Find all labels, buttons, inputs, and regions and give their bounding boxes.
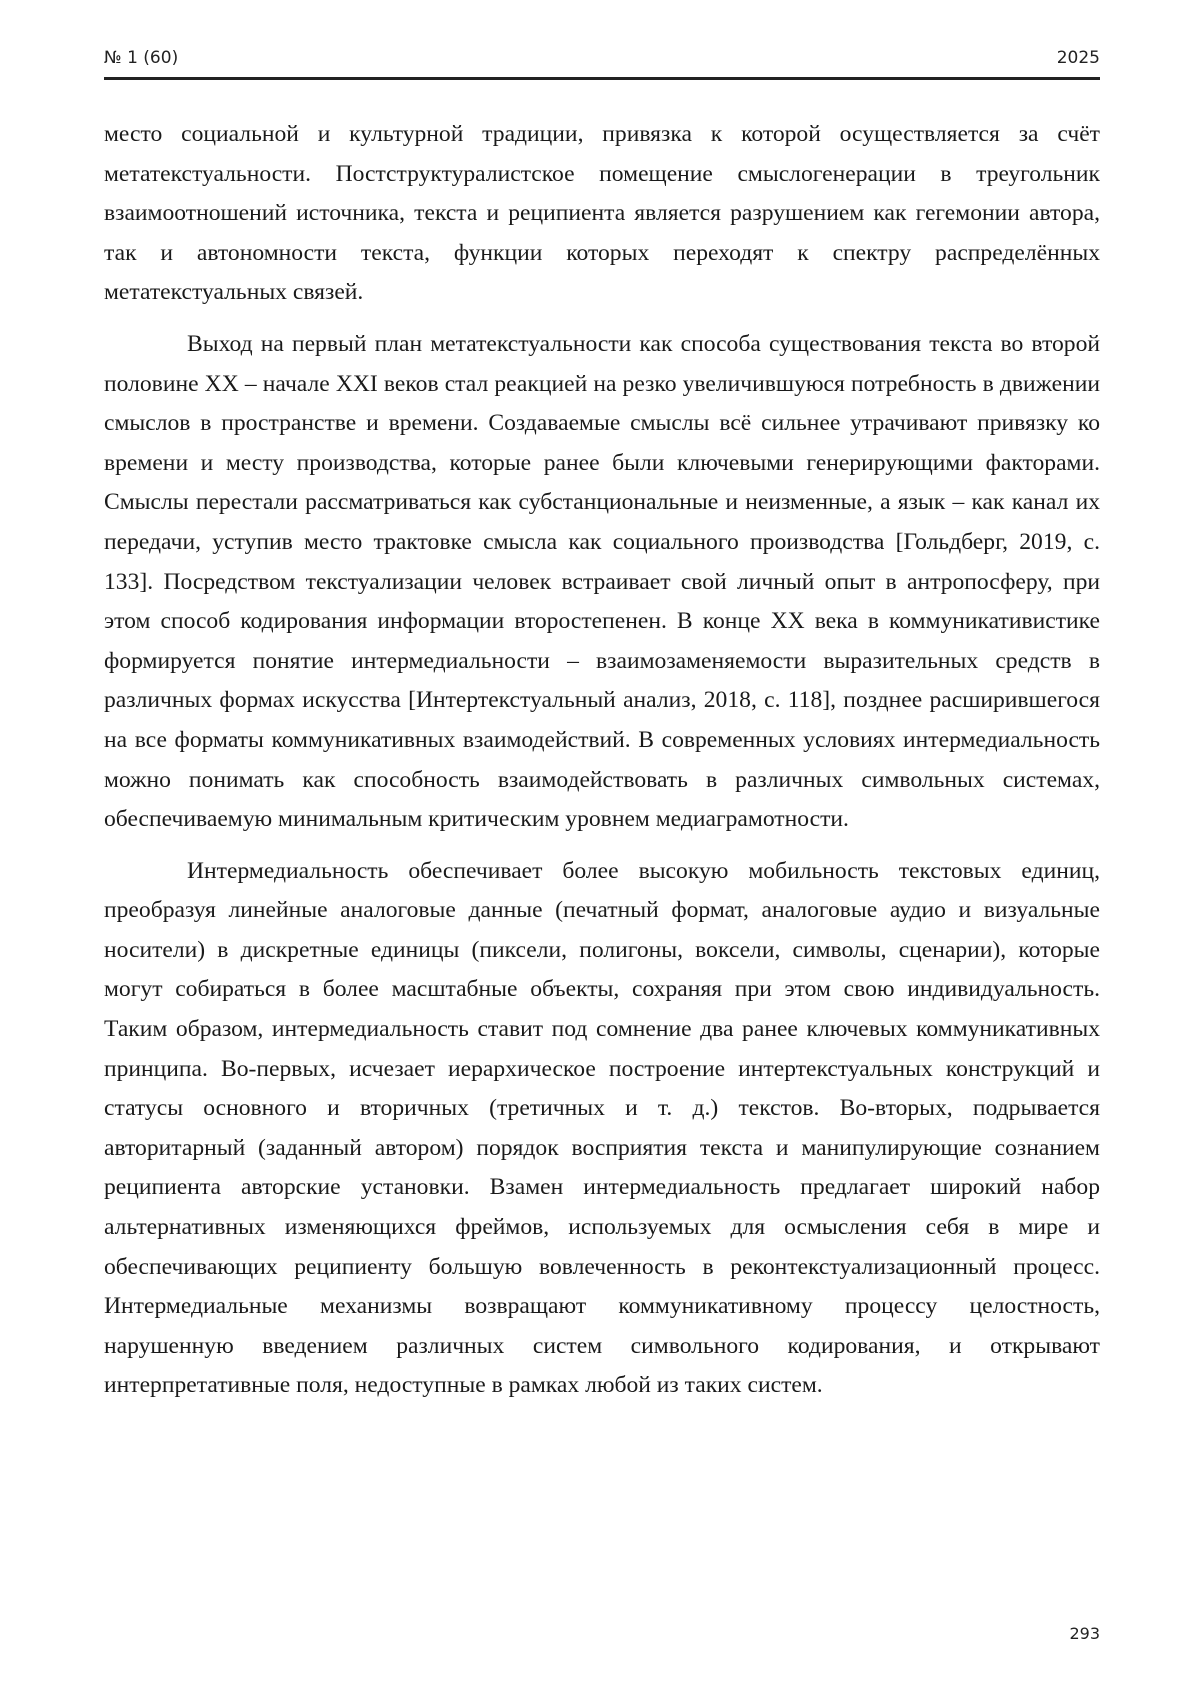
publication-year: 2025 [1056,48,1100,68]
running-header [104,48,1100,78]
paragraph-continuation: место социальной и культурной традиции, привязка к которой осуществляется за счёт метатекстуальности. Постструктуралистское помещение смыслогенерации в треугольник взаимоотношений источника, текста и реципиента является разрушением как гегемонии автора, так и автономности текста, функции которых переходят к спектру распределённых метатекстуальных связей. [104,121,1100,306]
issue-number: № 1 (60) [104,48,179,68]
header-divider [104,77,1100,80]
article-body [104,115,1100,1418]
page-number: 293 [1069,1624,1100,1643]
paragraph-metatextuality: Выход на первый план метатекстуальности как способа существования текста во второй половине XX – начале XXI веков стал реакцией на резко увеличившуюся потребность в движении смыслов в пространстве и времени. Создаваемые смыслы всё сильнее утрачивают привязку ко времени и месту производства, которые ранее были ключевыми генерирующими факторами. Смыслы перестали рассматриваться как субстанциональные и неизменные, а язык – как канал их передачи, уступив место трактовке смысла как социального производства [Гольдберг, 2019, с. 133]. Посредством текстуализации человек встраивает свой личный опыт в антропосферу, при этом способ кодирования информации второстепенен. В конце XX века в коммуникативистике формируется понятие интермедиальности – взаимозаменяемости выразительных средств в различных формах искусства [Интертекстуальный анализ, 2018, с. 118], позднее расширившегося на все форматы коммуникативных взаимодействий. В современных условиях интермедиальность можно понимать как способность взаимодействовать в различных символьных системах, обеспечиваемую минимальным критическим уровнем медиаграмотности. [104,330,1100,833]
paragraph-intermediality: Интермедиальность обеспечивает более высокую мобильность текстовых единиц, преобразуя линейные аналоговые данные (печатный формат, аналоговые аудио и визуальные носители) в дискретные единицы (пиксели, полигоны, воксели, символы, сценарии), которые могут собираться в более масштабные объекты, сохраняя при этом свою индивидуальность. Таким образом, интермедиальность ставит под сомнение два ранее ключевых коммуникативных принципа. Во-первых, исчезает иерархическое построение интертекстуальных конструкций и статусы основного и вторичных (третичных и т. д.) текстов. Во-вторых, подрывается авторитарный (заданный автором) порядок восприятия текста и манипулирующие сознанием реципиента авторские установки. Взамен интермедиальность предлагает широкий набор альтернативных изменяющихся фреймов, используемых для осмысления себя в мире и обеспечивающих реципиенту большую вовлеченность в реконтекстуализационный процесс. Интермедиальные механизмы возвращают коммуникативному процессу целостность, нарушенную введением различных систем символьного кодирования, и открывают интерпретативные поля, недоступные в рамках любой из таких систем. [104,857,1100,1399]
